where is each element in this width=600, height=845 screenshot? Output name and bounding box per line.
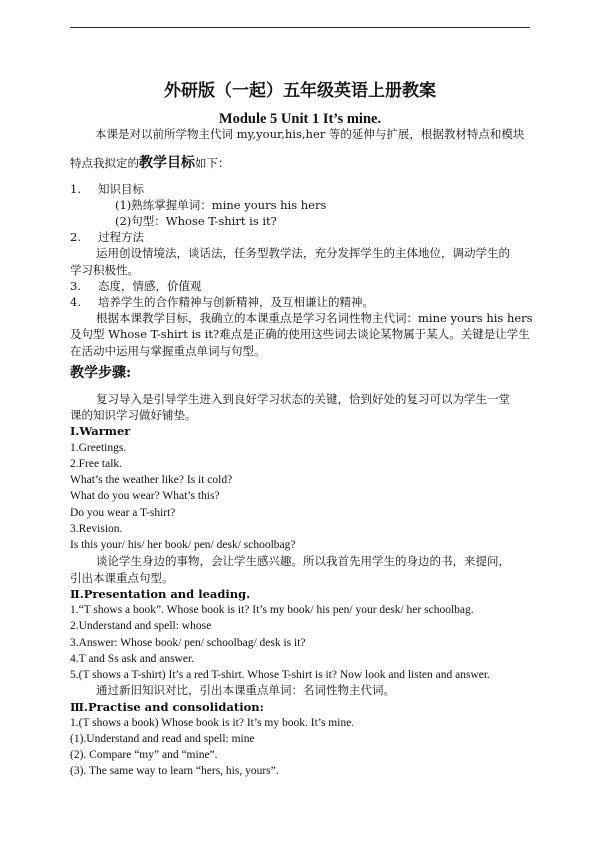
focus-line-2: 及句型 Whose T-shirt is it?难点是正确的使用这些词去谈论某物属于某人。关键是让学生 bbox=[70, 327, 530, 341]
intro-line-2 bbox=[70, 155, 230, 172]
warmer-line-3: What’s the weather like? Is it cold? bbox=[70, 474, 233, 486]
goal-2-line-2: 学习积极性。 bbox=[70, 263, 139, 277]
presentation-line-1: 1.“T shows a book”. Whose book is it? It’s my book/ his pen/ your desk/ her schoolbag. bbox=[70, 604, 474, 616]
goal-2-line-1: 运用创设情境法，谈话法，任务型教学法，充分发挥学生的主体地位，调动学生的 bbox=[96, 246, 510, 260]
warmer-line-4: What do you wear? What’s this? bbox=[70, 490, 220, 502]
review-line-2: 课的知识学习做好铺垫。 bbox=[70, 408, 197, 422]
intro-prefix: 特点我拟定的 bbox=[70, 156, 139, 170]
warmer-note-2: 引出本课重点句型。 bbox=[70, 571, 174, 585]
page-title: 外研版（一起）五年级英语上册教案 bbox=[164, 81, 436, 101]
goal-1-sub-1: (1)熟练掌握单词：mine yours his hers bbox=[115, 198, 327, 212]
presentation-line-4: 4.T and Ss ask and answer. bbox=[70, 653, 195, 665]
warmer-line-6: 3.Revision. bbox=[70, 523, 123, 535]
review-line-1: 复习导入是引导学生进入到良好学习状态的关键，恰到好处的复习可以为学生一堂 bbox=[96, 392, 510, 406]
goal-3-number: 3. bbox=[70, 279, 81, 293]
presentation-line-3: 3.Answer: Whose book/ pen/ schoolbag/ desk is it? bbox=[70, 637, 306, 649]
goal-1-sub-2: (2)句型：Whose T-shirt is it? bbox=[115, 214, 277, 228]
lesson-subtitle: Module 5 Unit 1 It’s mine. bbox=[218, 111, 382, 127]
goal-4-number: 4. bbox=[70, 295, 81, 309]
warmer-heading: Ⅰ.Warmer bbox=[70, 424, 131, 438]
teaching-goals-label: 教学目标 bbox=[139, 155, 195, 171]
goal-4-label: 培养学生的合作精神与创新精神，及互相谦让的精神。 bbox=[98, 295, 374, 309]
warmer-line-7: Is this your/ his/ her book/ pen/ desk/ schoolbag? bbox=[70, 539, 296, 551]
practise-line-4: (3). The same way to learn “hers, his, yours”. bbox=[70, 765, 279, 777]
warmer-note-1: 谈论学生身边的事物，会让学生感兴趣。所以我首先用学生的身边的书，来提问， bbox=[96, 554, 510, 568]
warmer-line-1: 1.Greetings. bbox=[70, 442, 127, 454]
presentation-heading: Ⅱ.Presentation and leading. bbox=[70, 587, 251, 601]
practise-line-1: 1.(T shows a book) Whose book is it? It’s my book. It’s mine. bbox=[70, 717, 355, 729]
intro-line-1: 本课是对以前所学物主代词 my,your,his,her 等的延伸与扩展，根据教材特点和模块 bbox=[95, 127, 525, 141]
focus-line-3: 在活动中运用与掌握重点单词与句型。 bbox=[70, 344, 266, 358]
header-rule bbox=[70, 27, 530, 28]
intro-suffix: 如下： bbox=[195, 156, 230, 170]
practise-heading: Ⅲ.Practise and consolidation: bbox=[70, 700, 264, 714]
presentation-line-5: 5.(T shows a T-shirt) It’s a red T-shirt. Whose T-shirt is it? Now look and listen and answer. bbox=[70, 669, 490, 681]
presentation-note: 通过新旧知识对比，引出本课重点单词：名词性物主代词。 bbox=[96, 683, 395, 697]
goal-1-label: 知识目标 bbox=[98, 182, 144, 196]
practise-line-2: (1).Understand and read and spell: mine bbox=[70, 733, 255, 745]
steps-heading: 教学步骤: bbox=[70, 365, 132, 381]
focus-line-1: 根据本课教学目标，我确立的本课重点是学习名词性物主代词：mine yours his hers bbox=[96, 311, 533, 325]
practise-line-3: (2). Compare “my” and “mine”. bbox=[70, 749, 218, 761]
goal-1-number: 1. bbox=[70, 182, 81, 196]
goal-2-label: 过程方法 bbox=[98, 230, 144, 244]
goal-3-label: 态度，情感，价值观 bbox=[98, 279, 202, 293]
warmer-line-5: Do you wear a T-shirt? bbox=[70, 507, 176, 519]
presentation-line-2: 2.Understand and spell: whose bbox=[70, 620, 212, 632]
warmer-line-2: 2.Free talk. bbox=[70, 458, 123, 470]
goal-2-number: 2. bbox=[70, 230, 81, 244]
